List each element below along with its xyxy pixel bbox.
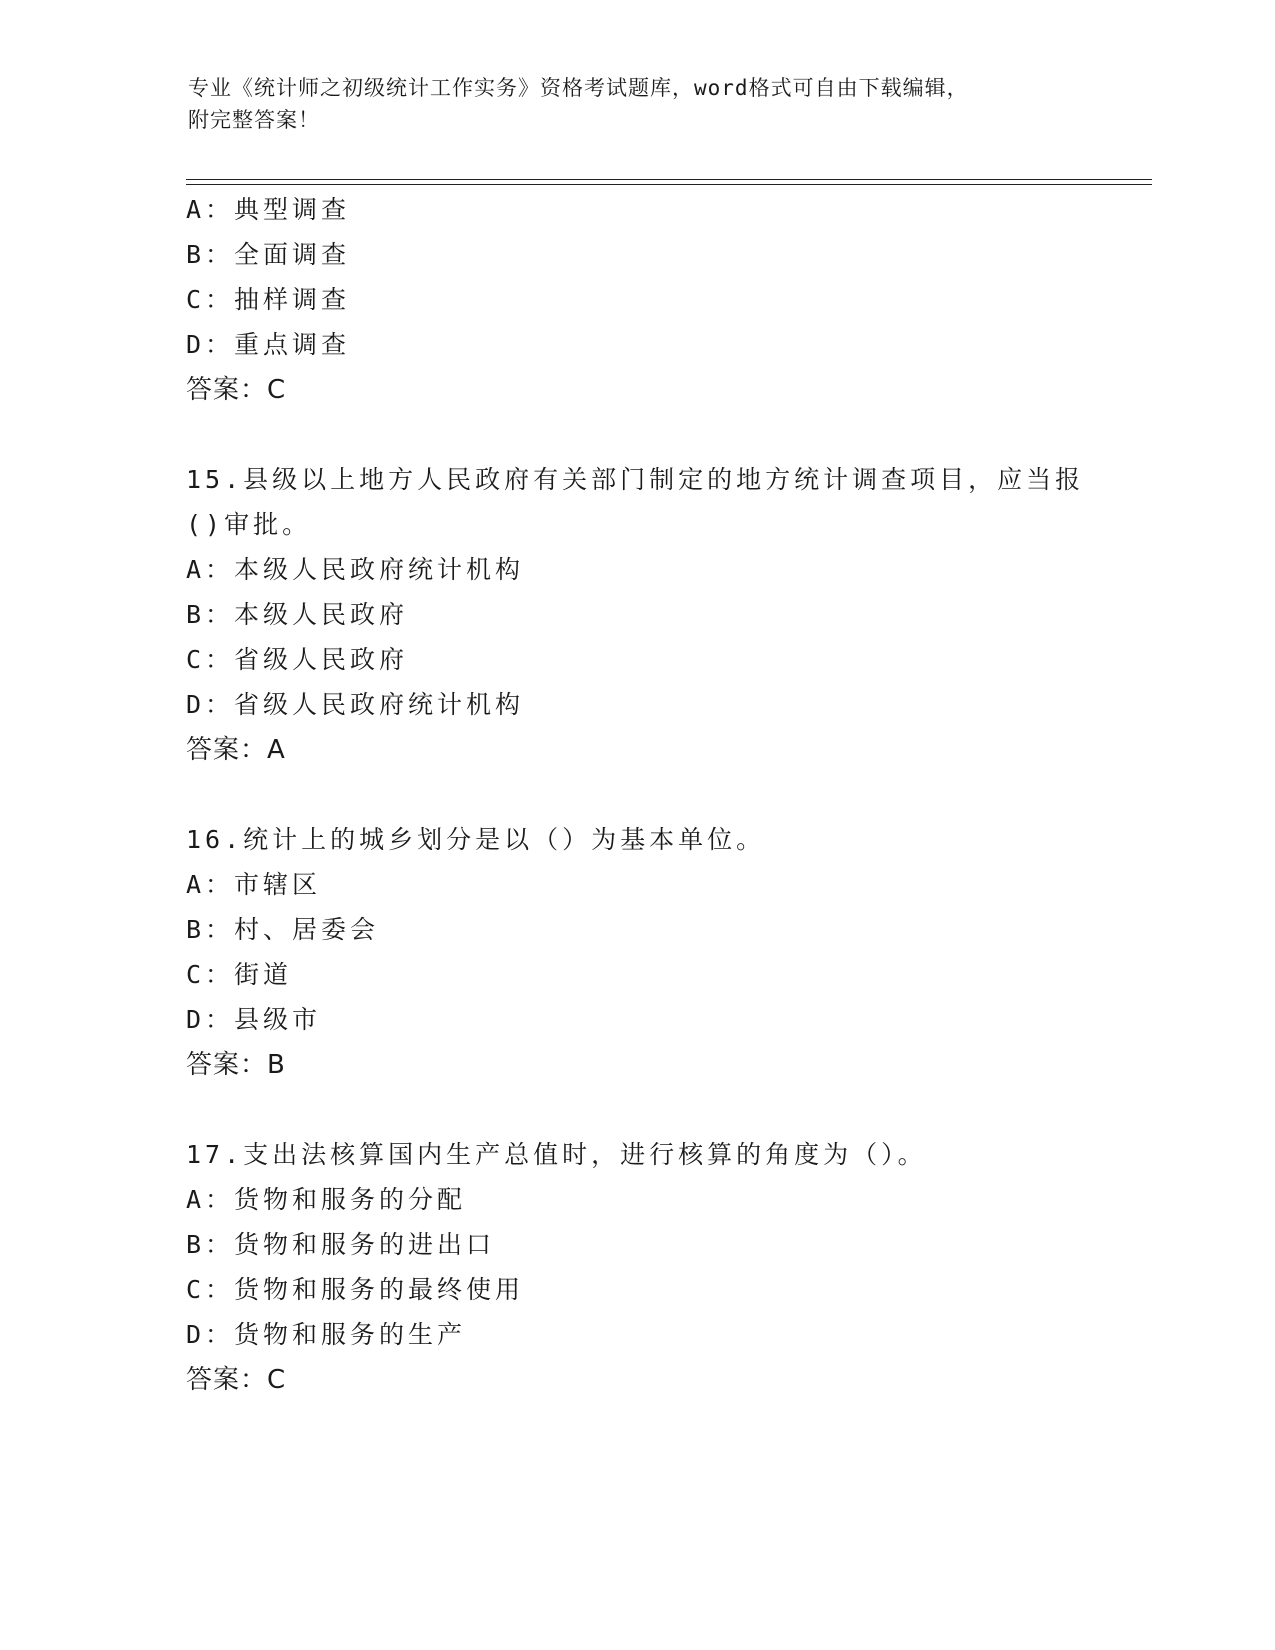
option-c: C：抽样调查 — [186, 285, 351, 314]
header-divider — [186, 179, 1152, 185]
document-header — [188, 72, 1088, 136]
answer: 答案：C — [186, 1365, 287, 1395]
option-d: D：省级人民政府统计机构 — [186, 690, 525, 719]
question-15-line-1: 15.县级以上地方人民政府有关部门制定的地方统计调查项目，应当报 — [186, 465, 1085, 494]
option-c: C：省级人民政府 — [186, 645, 409, 674]
option-a: A：典型调查 — [186, 195, 351, 224]
option-b: B：本级人民政府 — [186, 600, 409, 629]
option-b: B：货物和服务的进出口 — [186, 1230, 496, 1259]
option-c: C：货物和服务的最终使用 — [186, 1275, 525, 1304]
option-a: A：本级人民政府统计机构 — [186, 555, 525, 584]
option-a: A：市辖区 — [186, 870, 322, 899]
option-a: A：货物和服务的分配 — [186, 1185, 467, 1214]
option-d: D：货物和服务的生产 — [186, 1320, 467, 1349]
option-c: C：街道 — [186, 960, 293, 989]
option-d: D：县级市 — [186, 1005, 322, 1034]
header-line-1: 专业《统计师之初级统计工作实务》资格考试题库，word格式可自由下载编辑， — [188, 76, 969, 100]
answer: 答案：B — [186, 1050, 286, 1080]
question-15-line-2: ()审批。 — [186, 510, 312, 539]
header-line-2: 附完整答案！ — [188, 108, 320, 132]
question-16: 16.统计上的城乡划分是以（）为基本单位。 — [186, 825, 766, 854]
option-b: B：全面调查 — [186, 240, 351, 269]
option-d: D：重点调查 — [186, 330, 351, 359]
answer: 答案：A — [186, 735, 286, 765]
option-b: B：村、居委会 — [186, 915, 380, 944]
answer: 答案：C — [186, 375, 287, 405]
question-17: 17.支出法核算国内生产总值时，进行核算的角度为（）。 — [186, 1140, 927, 1169]
